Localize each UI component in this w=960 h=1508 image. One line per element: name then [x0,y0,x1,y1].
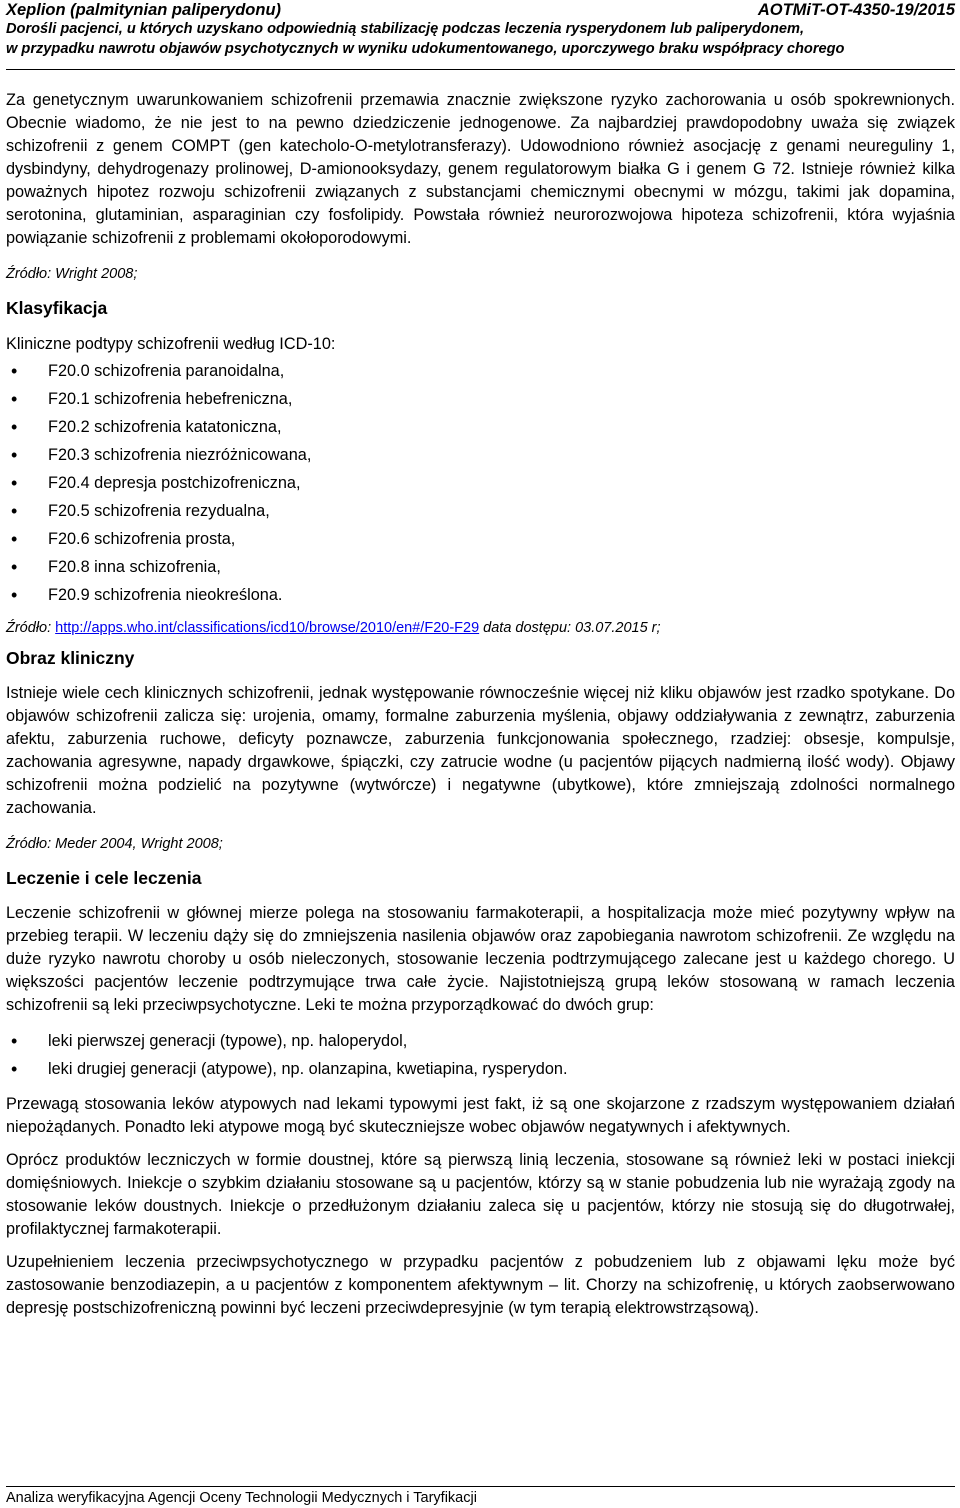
klasyfikacja-source [6,619,955,637]
list-item: • F20.3 schizofrenia niezróżnicowana, [6,441,955,469]
list-item: • F20.0 schizofrenia paranoidalna, [6,357,955,385]
list-item: • leki pierwszej generacji (typowe), np. haloperydol, [6,1027,955,1055]
list-item: • F20.1 schizofrenia hebefreniczna, [6,385,955,413]
leczenie-paragraph-2: Przewagą stosowania leków atypowych nad lekami typowymi jest fakt, iż są one skojarzone z rzadszym występowaniem działań niepożądanych. Ponadto leki atypowe mogą być skuteczniejsze wobec objawów negatywnych i afektywnych. [6,1095,955,1136]
list-item: • F20.8 inna schizofrenia, [6,553,955,581]
document-body [6,89,955,1320]
header-code: AOTMiT-OT-4350-19/2015 [757,1,955,19]
list-item: • leki drugiej generacji (atypowe), np. olanzapina, kwetiapina, rysperydon. [6,1055,955,1083]
list-item: • F20.5 schizofrenia rezydualna, [6,497,955,525]
header-product: Xeplion (palmitynian paliperydonu) [6,1,282,19]
source-suffix: data dostępu: 03.07.2015 r; [479,620,661,636]
obraz-source: Źródło: Meder 2004, Wright 2008; [6,836,223,852]
page-header [6,0,955,59]
section-heading-obraz-kliniczny: Obraz kliniczny [6,648,135,668]
list-item: • F20.6 schizofrenia prosta, [6,525,955,553]
intro-paragraph: Za genetycznym uwarunkowaniem schizofrenii przemawia znacznie zwiększone ryzyko zachorowania u osób spokrewnionych. Obecnie wiadomo, że nie jest to na pewno dziedziczenie jednogenowe. Za najbardziej prawdopodobny uważa się związek schizofrenii z genem COMPT (gen katecholo-O-metylotransferazy). Udowodniono również asocjację z genami neureguliny 1, dysbindyny, dehydrogenazy prolinowej, D-amionooksydazy, genem regulatorowym białka G i genem G 72. Istnieje również kilka poważnych hipotez rozwoju schizofrenii związanych z substancjami chemicznymi obecnymi w mózgu, takimi jak dopamina, serotonina, glutaminian, asparaginian czy fosfolipidy. Powstała również neurorozwojowa hipoteza schizofrenii, która wyjaśnia powiązanie schizofrenii z problemami okołoporodowymi. [6,91,955,247]
klasyfikacja-lead: Kliniczne podtypy schizofrenii według ICD-10: [6,335,336,353]
icd10-list [6,357,955,609]
header-divider [6,69,955,70]
who-icd10-link[interactable]: http://apps.who.int/classifications/icd10/browse/2010/en#/F20-F29 [55,620,480,636]
list-item: • F20.4 depresja postchizofreniczna, [6,469,955,497]
leczenie-paragraph-4: Uzupełnieniem leczenia przeciwpsychotycznego w przypadku pacjentów z pobudzeniem lub z objawami lęku może być zastosowanie benzodiazepin, a u pacjentów z komponentem afektywnym – lit. Chorzy na schizofrenię, u których zaobserwowano depresję postschizofreniczną powinni być leczeni przeciwdepresyjnie (w tym terapią elektrowstrząsową). [6,1253,955,1317]
leczenie-paragraph-1: Leczenie schizofrenii w głównej mierze polega na stosowaniu farmakoterapii, a hospitalizacja może mieć pozytywny wpływ na przebieg terapii. W leczeniu dąży się do zmniejszenia nasilenia objawów oraz zapobiegania nawrotom schizofrenii. Ze względu na duże ryzyko nawrotu choroby u osób nieleczonych, stosowanie leczenia podtrzymującego zalecane jest u każdego chorego. U większości pacjentów leczenie podtrzymujące trwa całe życie. Najistotniejszą grupą leków stosowaną w ramach leczenia schizofrenii są leki przeciwpsychotyczne. Leki te można przyporządkować do dwóch grup: [6,904,955,1014]
intro-source: Źródło: Wright 2008; [6,266,138,282]
header-subtitle-2: w przypadku nawrotu objawów psychotycznych w wyniku udokumentowanego, uporczywego braku współpracy chorego [6,41,845,57]
header-subtitle-1: Dorośli pacjenci, u których uzyskano odpowiednią stabilizację podczas leczenia rysperydonem lub paliperydonem, [6,21,805,37]
list-item: • F20.9 schizofrenia nieokreślona. [6,581,955,609]
footer-divider [6,1486,955,1487]
drug-groups-list [6,1027,955,1083]
leczenie-paragraph-3: Oprócz produktów leczniczych w formie doustnej, które są pierwszą linią leczenia, stosowane są również leki w postaci iniekcji domięśniowych. Iniekcje o szybkim działaniu stosowane są u pacjentów, którzy są w stanie pobudzenia lub nie wyrażają zgody na stosowanie leków doustnych. Iniekcje o przedłużonym działaniu zaleca się u pacjentów, którzy nie stosują się do długotrwałej, profilaktycznej farmakoterapii. [6,1151,955,1238]
section-heading-klasyfikacja: Klasyfikacja [6,298,108,318]
header-top-row [6,1,955,19]
list-item: • F20.2 schizofrenia katatoniczna, [6,413,955,441]
source-prefix: Źródło: [6,620,56,636]
obraz-paragraph: Istnieje wiele cech klinicznych schizofrenii, jednak występowanie równocześnie więcej niż kliku objawów jest rzadko spotykane. Do objawów schizofrenii zalicza się: urojenia, omamy, formalne zaburzenia myślenia, objawy oddziaływania z zewnątrz, zaburzenia afektu, zaburzenia ruchowe, deficyty poznawcze, zaburzenia funkcjonowania społecznego, rzadziej: obsesje, kompulsje, zachowania agresywne, napady drgawkowe, śpiączki, czy zatrucie wodne (u pacjentów pijących nadmierną ilość wody). Objawy schizofrenii można podzielić na pozytywne (wytwórcze) i negatywne (ubytkowe), które zmniejszają zdolności normalnego zachowania. [6,684,955,817]
page-footer: Analiza weryfikacyjna Agencji Oceny Technologii Medycznych i Taryfikacji [6,1490,477,1506]
section-heading-leczenie: Leczenie i cele leczenia [6,868,202,888]
